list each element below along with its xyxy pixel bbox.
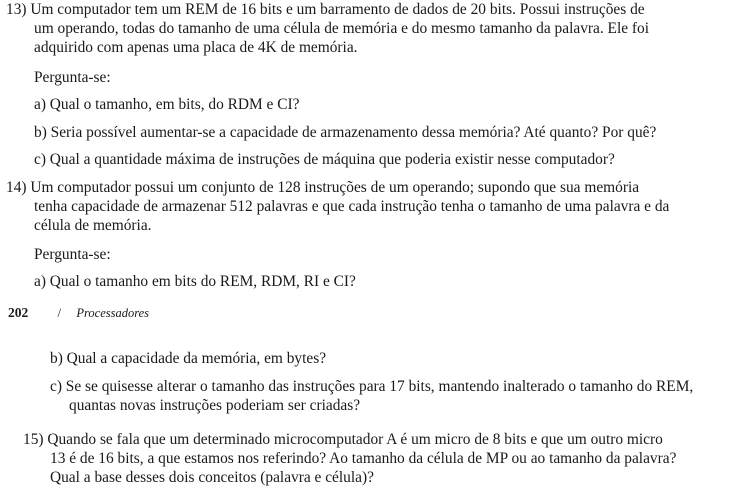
footer-separator: / <box>57 305 62 320</box>
question-13 <box>6 0 748 57</box>
page-number: 202 <box>8 305 29 320</box>
question-14-line-3: célula de memória. <box>34 217 152 234</box>
question-15-line-3: Qual a base desses dois conceitos (palavra e célula)? <box>50 469 374 486</box>
question-13-line-2: um operando, todas do tamanho de uma célula de memória e do mesmo tamanho da palavra. Ele foi <box>34 20 649 37</box>
question-14-item-b: b) Qual a capacidade da memória, em bytes? <box>50 350 327 367</box>
section-title: Processadores <box>76 306 150 320</box>
question-14-line-2: tenha capacidade de armazenar 512 palavras e que cada instrução tenha o tamanho de uma palavra e da <box>34 198 670 215</box>
question-14 <box>6 178 748 235</box>
question-13-item-a: a) Qual o tamanho, em bits, do RDM e CI? <box>34 96 300 113</box>
question-13-line-1: 13) Um computador tem um REM de 16 bits e um barramento de dados de 20 bits. Possui instruções de <box>6 1 645 18</box>
question-14-prompt: Pergunta-se: <box>34 246 111 263</box>
question-14-line-1: 14) Um computador possui um conjunto de 128 instruções de um operando; supondo que sua memória <box>6 179 640 196</box>
question-15-line-2: 13 é de 16 bits, a que estamos nos referindo? Ao tamanho da célula de MP ou ao tamanho da palavra? <box>50 450 677 467</box>
question-14-item-c-line-2: quantas novas instruções poderiam ser criadas? <box>69 397 361 414</box>
question-13-item-c: c) Qual a quantidade máxima de instruções de máquina que poderia existir nesse computador? <box>34 151 615 168</box>
question-15 <box>23 430 751 487</box>
question-14-item-c <box>50 377 750 415</box>
question-13-prompt: Pergunta-se: <box>34 69 111 86</box>
question-13-line-3: adquirido com apenas uma placa de 4K de memória. <box>34 39 358 56</box>
question-13-item-b: b) Seria possível aumentar-se a capacidade de armazenamento dessa memória? Até quanto? Por quê? <box>34 124 657 141</box>
question-14-item-c-line-1: c) Se se quisesse alterar o tamanho das instruções para 17 bits, mantendo inalterado o tamanho do REM, <box>50 378 694 395</box>
question-14-item-a: a) Qual o tamanho em bits do REM, RDM, RI e CI? <box>34 273 356 290</box>
question-15-line-1: 15) Quando se fala que um determinado microcomputador A é um micro de 8 bits e que um outro micro <box>23 431 663 448</box>
page-footer <box>8 305 149 321</box>
